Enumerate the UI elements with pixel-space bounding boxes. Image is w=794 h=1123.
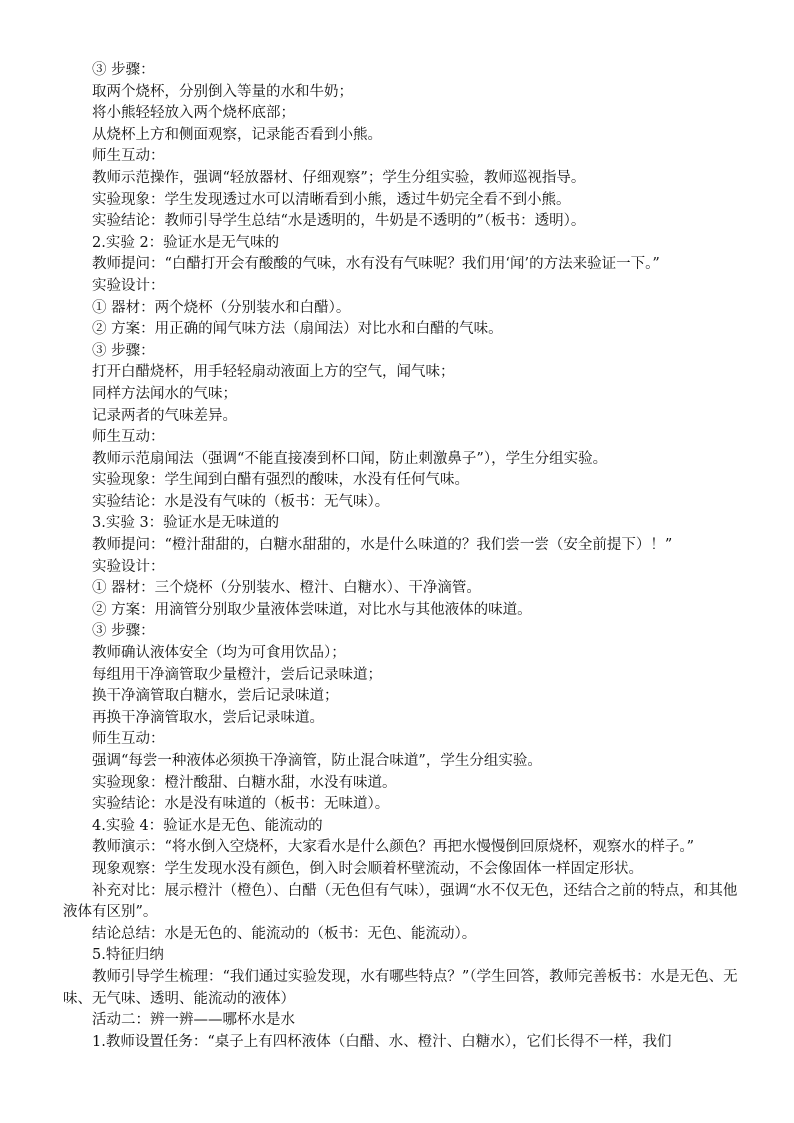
step-heading: ③ 步骤： [92, 623, 155, 640]
step-heading: ③ 步骤： [92, 342, 155, 359]
step-item: 教师确认液体安全（均为可食用饮品）； [92, 645, 346, 662]
list-item: ② 方案：用正确的闻气味方法（扇闻法）对比水和白醋的气味。 [92, 321, 503, 338]
activity-heading: 活动二：辨一辨——哪杯水是水 [92, 1012, 295, 1029]
step-heading: ③ 步骤： [92, 62, 155, 78]
paragraph: 教师演示：“将水倒入空烧杯，大家看水是什么颜色？再把水慢慢倒回原烧杯，观察水的样子。” [92, 839, 695, 856]
paragraph: 教师提问：“橙汁甜甜的，白糖水甜甜的，水是什么味道的？我们尝一尝（安全前提下）！” [92, 537, 673, 554]
section-heading: 5.特征归纳 [92, 947, 164, 964]
paragraph: 实验现象：学生闻到白醋有强烈的酸味，水没有任何气味。 [92, 472, 469, 489]
section-label: 实验设计： [92, 558, 165, 575]
step-item: 再换干净滴管取水，尝后记录味道。 [92, 709, 324, 726]
paragraph: 补充对比：展示橙汁（橙色）、白醋（无色但有气味），强调“水不仅无色，还结合之前的特点，和其他液体有区别”。 [63, 882, 738, 921]
list-item: ② 方案：用滴管分别取少量液体尝味道，对比水与其他液体的味道。 [92, 601, 532, 618]
list-item: ① 器材：三个烧杯（分别装水、橙汁、白糖水）、干净滴管。 [92, 580, 481, 597]
section-label: 师生互动： [92, 148, 165, 165]
step-item: 从烧杯上方和侧面观察，记录能否看到小熊。 [92, 126, 382, 143]
step-item: 换干净滴管取白糖水，尝后记录味道； [92, 688, 339, 705]
step-item: 记录两者的气味差异。 [92, 407, 237, 424]
step-item: 同样方法闻水的气味； [92, 385, 237, 402]
experiment-heading: 2.实验 2：验证水是无气味的 [92, 234, 280, 251]
paragraph: 实验结论：水是没有气味的（板书：无气味）。 [92, 493, 390, 510]
experiment-heading: 3.实验 3：验证水是无味道的 [92, 515, 280, 532]
step-item: 将小熊轻轻放入两个烧杯底部； [92, 105, 295, 122]
paragraph: 实验现象：学生发现透过水可以清晰看到小熊，透过牛奶完全看不到小熊。 [92, 191, 571, 208]
document-body [63, 60, 739, 1053]
list-item: ① 器材：两个烧杯（分别装水和白醋）。 [92, 299, 351, 316]
paragraph: 实验结论：水是没有味道的（板书：无味道）。 [92, 796, 390, 813]
section-label: 师生互动： [92, 731, 165, 748]
paragraph: 结论总结：水是无色的、能流动的（板书：无色、能流动）。 [92, 925, 477, 942]
experiment-heading: 4.实验 4：验证水是无色、能流动的 [92, 817, 323, 834]
step-item: 每组用干净滴管取少量橙汁，尝后记录味道； [92, 666, 382, 683]
section-label: 师生互动： [92, 429, 165, 446]
step-item: 取两个烧杯，分别倒入等量的水和牛奶； [92, 83, 353, 100]
paragraph: 强调“每尝一种液体必须换干净滴管，防止混合味道”，学生分组实验。 [92, 753, 542, 769]
section-label: 实验设计： [92, 277, 165, 294]
paragraph: 实验现象：橙汁酸甜、白糖水甜，水没有味道。 [92, 774, 397, 791]
paragraph: 教师示范操作，强调“轻放器材、仔细观察”；学生分组实验，教师巡视指导。 [92, 169, 586, 186]
paragraph: 实验结论：教师引导学生总结“水是透明的，牛奶是不透明的”（板书：透明）。 [92, 213, 586, 230]
paragraph: 1.教师设置任务：“桌子上有四杯液体（白醋、水、橙汁、白糖水），它们长得不一样，我们 [92, 1033, 672, 1050]
paragraph: 教师引导学生梳理：“我们通过实验发现，水有哪些特点？”（学生回答，教师完善板书：水是无色、无味、无气味、透明、能流动的液体） [63, 968, 738, 1007]
step-item: 打开白醋烧杯，用手轻轻扇动液面上方的空气，闻气味； [92, 364, 455, 381]
paragraph: 现象观察：学生发现水没有颜色，倒入时会顺着杯壁流动，不会像固体一样固定形状。 [92, 860, 643, 877]
paragraph: 教师示范扇闻法（强调“不能直接凑到杯口闻，防止刺激鼻子”），学生分组实验。 [92, 450, 608, 467]
paragraph: 教师提问：“白醋打开会有酸酸的气味，水有没有气味呢？我们用‘闻’的方法来验证一下。” [92, 256, 660, 273]
